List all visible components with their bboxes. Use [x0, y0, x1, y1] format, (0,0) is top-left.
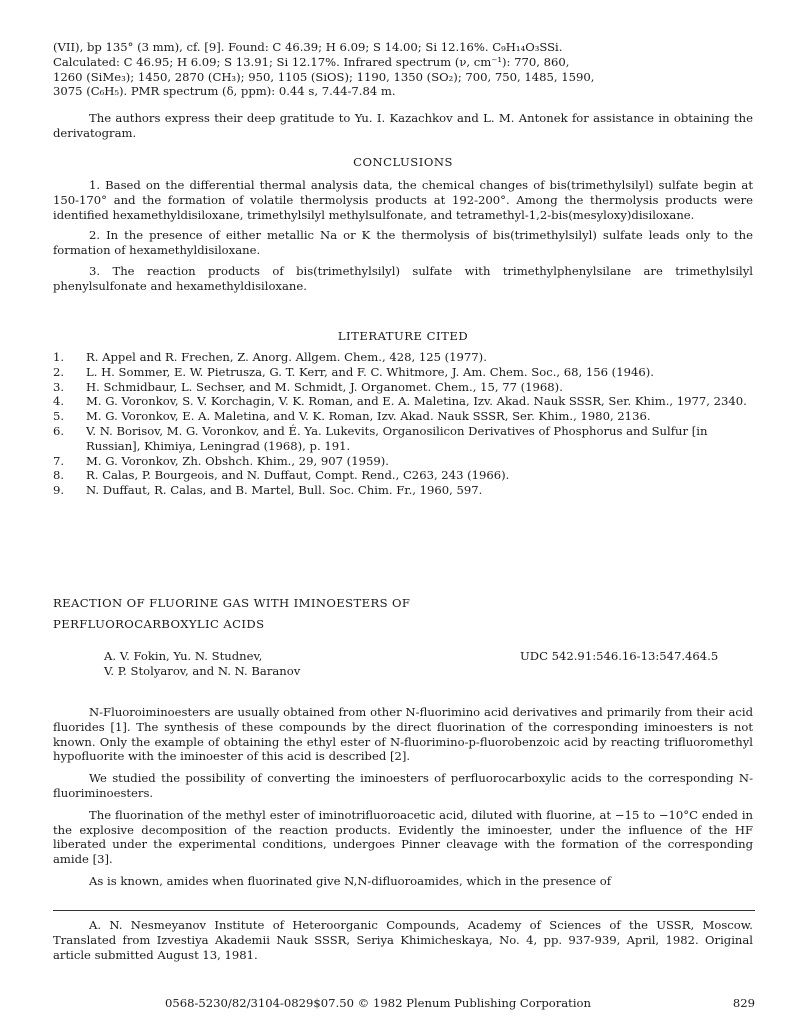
literature-heading: LITERATURE CITED	[337, 329, 469, 343]
conclusions-heading: CONCLUSIONS	[353, 155, 453, 169]
udc-code: UDC 542.91:546.16-13:547.464.5	[520, 649, 719, 663]
reference-text: V. N. Borisov, M. G. Voronkov, and É. Ya. Lukevits, Organosilicon Derivatives of Phosphorus and Sulfur [in Russian], Khimiya, Leningrad (1968), p. 191.	[86, 423, 708, 453]
reference-text: R. Calas, P. Bourgeois, and N. Duffaut, Compt. Rend., C263, 243 (1966).	[86, 468, 510, 483]
body-paragraph: As is known, amides when fluorinated give N,N-difluoroamides, which in the presence of	[89, 873, 612, 888]
reference-item	[53, 468, 753, 483]
acknowledgment	[53, 111, 753, 141]
body-paragraph: N-Fluoroiminoesters are usually obtained from other N-fluorimino acid derivatives and primarily from their acid fluorides [1]. The synthesis of these compounds by the direct fluorination of the corresponding iminoesters is not known. Only the example of obtaining the ethyl ester of N-fluorimino-p-fluorobenzoic acid by reacting trifluoromethyl hypofluorite with the iminoester of this acid is described [2].	[53, 705, 753, 764]
footnote	[53, 918, 753, 962]
page-number: 829	[732, 996, 755, 1010]
reference-item	[53, 483, 753, 498]
reference-item	[53, 409, 753, 424]
reference-item	[53, 454, 753, 469]
reference-text: R. Appel and R. Frechen, Z. Anorg. Allgem. Chem., 428, 125 (1977).	[86, 350, 487, 364]
acknowledgment-text: The authors express their deep gratitude to Yu. I. Kazachkov and L. M. Antonek for assistance in obtaining the derivatogram.	[53, 111, 753, 140]
authors-line: V. P. Stolyarov, and N. N. Baranov	[104, 663, 301, 678]
text-line: (VII), bp 135° (3 mm), cf. [9]. Found: C 46.39; H 6.09; S 14.00; Si 12.16%. C₉H₁₄O₃SSi.	[53, 40, 563, 54]
reference-number: 7.	[53, 453, 65, 468]
reference-number: 6.	[53, 423, 65, 438]
article-body	[53, 705, 753, 889]
body-paragraph: We studied the possibility of converting the iminoesters of perfluorocarboxylic acids to the corresponding N-fluoriminoesters.	[53, 771, 753, 800]
body-paragraph: The fluorination of the methyl ester of iminotrifluoroacetic acid, diluted with fluorine, at −15 to −10°C ended in the explosive decomposition of the reaction products. Evidently the iminoester, under the influence of the HF liberated under the experimental conditions, undergoes Pinner cleavage with the formation of the corresponding amide [3].	[53, 807, 753, 867]
reference-number: 2.	[53, 364, 65, 379]
continued-experimental-text	[53, 40, 753, 99]
conclusion-item: 2. In the presence of either metallic Na or K the thermolysis of bis(trimethylsilyl) sulfate leads only to the formation of hexamethyldisiloxane.	[53, 228, 753, 258]
reference-number: 3.	[53, 379, 65, 394]
reference-item	[53, 350, 753, 365]
text-line: 3075 (C₆H₅). PMR spectrum (δ, ppm): 0.44 s, 7.44-7.84 m.	[53, 84, 396, 99]
text-line: Calculated: C 46.95; H 6.09; S 13.91; Si 12.17%. Infrared spectrum (ν, cm⁻¹): 770, 860,	[53, 54, 570, 69]
footnote-divider	[53, 910, 755, 911]
reference-number: 5.	[53, 409, 65, 424]
reference-number: 1.	[53, 350, 65, 364]
reference-list	[53, 350, 753, 498]
article-title-line-2: PERFLUOROCARBOXYLIC ACIDS	[53, 617, 265, 631]
reference-text: H. Schmidbaur, L. Sechser, and M. Schmidt, J. Organomet. Chem., 15, 77 (1968).	[86, 379, 563, 394]
authors-line: A. V. Fokin, Yu. N. Studnev,	[104, 649, 263, 663]
text-line: 1260 (SiMe₃); 1450, 2870 (CH₃); 950, 1105 (SiOS); 1190, 1350 (SO₂); 700, 750, 1485, 1590,	[53, 69, 595, 84]
reference-text: M. G. Voronkov, E. A. Maletina, and V. K. Roman, Izv. Akad. Nauk SSSR, Ser. Khim., 1980, 2136.	[86, 409, 651, 424]
reference-number: 9.	[53, 483, 65, 498]
reference-text: N. Duffaut, R. Calas, and B. Martel, Bull. Soc. Chim. Fr., 1960, 597.	[86, 483, 483, 498]
reference-number: 4.	[53, 394, 65, 409]
article-title-line-1: REACTION OF FLUORINE GAS WITH IMINOESTERS OF	[53, 596, 411, 610]
conclusion-item: 3. The reaction products of bis(trimethylsilyl) sulfate with trimethylphenylsilane are trimethylsilyl phenylsulfonate and hexamethyldisiloxane.	[53, 263, 753, 293]
reference-item	[53, 380, 753, 395]
conclusions-list	[53, 178, 753, 294]
reference-item	[53, 365, 753, 380]
publication-code: 0568-5230/82/3104-0829$07.50 © 1982 Plenum Publishing Corporation	[165, 996, 591, 1010]
reference-text: M. G. Voronkov, S. V. Korchagin, V. K. Roman, and E. A. Maletina, Izv. Akad. Nauk SSSR, Ser. Khim., 1977, 2340.	[86, 394, 747, 409]
conclusion-item: 1. Based on the differential thermal analysis data, the chemical changes of bis(trimethylsilyl) sulfate begin at 150-170° and the formation of volatile thermolysis products at 192-200°. Among the thermolysis products were identified hexamethyldisiloxane, trimethylsilyl methylsulfonate, and tetramethyl-1,2-bis(mesyloxy)disiloxane.	[53, 178, 753, 222]
footnote-text: A. N. Nesmeyanov Institute of Heteroorganic Compounds, Academy of Sciences of the USSR, Moscow. Translated from Izvestiya Akademii Nauk SSSR, Seriya Khimicheskaya, No. 4, pp. 937-939, April, 1982. Original article submitted August 13, 1981.	[53, 918, 753, 962]
reference-item	[53, 394, 753, 409]
reference-item	[53, 424, 753, 454]
article-authors	[104, 649, 504, 679]
reference-text: M. G. Voronkov, Zh. Obshch. Khim., 29, 907 (1959).	[86, 453, 389, 468]
reference-text: L. H. Sommer, E. W. Pietrusza, G. T. Kerr, and F. C. Whitmore, J. Am. Chem. Soc., 68, 156 (1946).	[86, 364, 654, 379]
reference-number: 8.	[53, 468, 65, 483]
